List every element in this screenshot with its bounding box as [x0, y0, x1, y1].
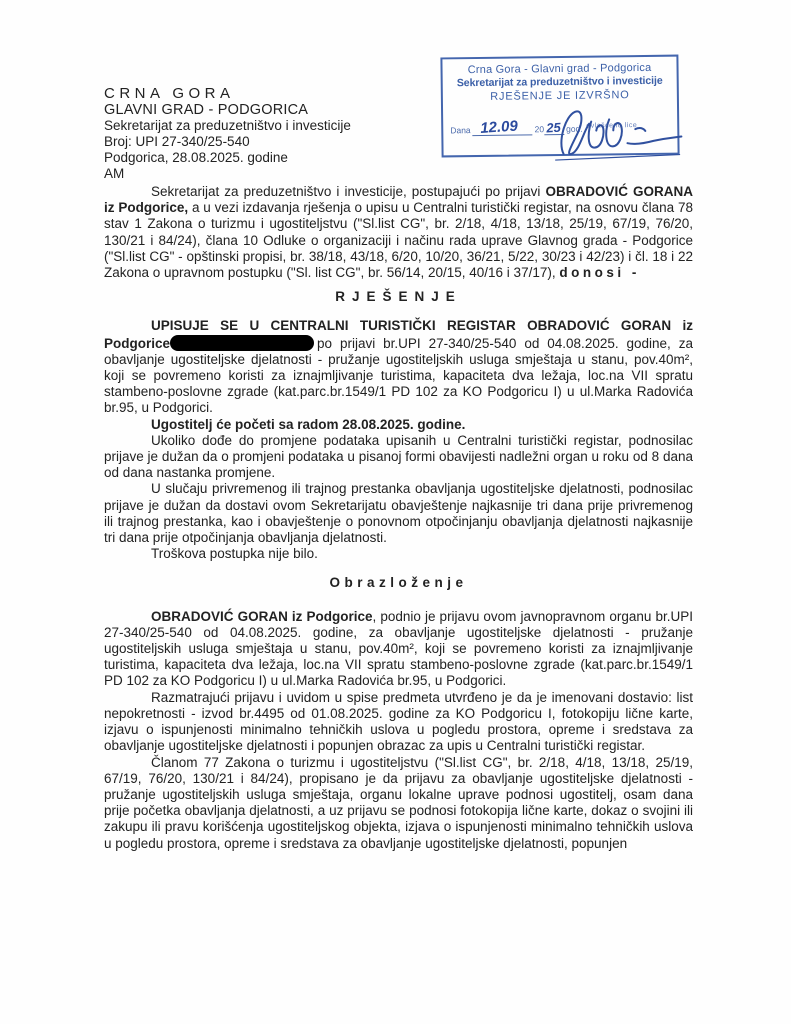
intro-paragraph	[104, 184, 693, 281]
rationale-paragraph-1	[104, 609, 693, 690]
start-date-line: Ugostitelj će početi sa radom 28.08.2025. godine.	[151, 416, 466, 432]
cease-obligation-paragraph: U slučaju privremenog ili trajnog prestanka obavljanja ugostiteljske djelatnosti, podnosilac prijave je dužan da dostavi ovom Sekretarijatu obavještenje najkasnije tri dana prije privremenog ili trajnog prestanka, kao i obavještenje o ponovnom otpočinjanju obavljanja djelatnosti najkasnije tri dana prije otpočinjanja obavljanja djelatnosti.	[104, 481, 693, 546]
letterhead-department: Sekretarijat za preduzetništvo i investicije	[104, 118, 351, 133]
rationale-paragraph-3: Članom 77 Zakona o turizmu i ugostiteljstvu ("Sl.list CG", br. 2/18, 4/18, 13/18, 25/19, 67/19, 76/20, 130/21 i 84/24), propisano je da prijavu za obavljanje ugostiteljske djelatnosti - pružanje ugostiteljskih usluga smještaja, organu lokalne uprave podnosi ugostitelj, osam dana prije početka obavljanja djelatnosti, a uz prijavu se podnosi fotokopija lične karte, dokaz o svojini ili zakupu ili pravu korišćenja ugostiteljskog objekta, izjava o ispunjenosti minimalno tehničkih uslova u pogledu prostora, opreme i sredstava za obavljanje ugostiteljske djelatnosti, popunjen	[104, 754, 693, 851]
stamp-line2: Sekretarijat za preduzetništvo i investicije	[456, 74, 663, 90]
stamp-date-handwritten: 12.09	[480, 117, 519, 137]
letterhead-case-number: Broj: UPI 27-340/25-540	[104, 134, 250, 149]
letterhead-country: CRNA GORA	[104, 85, 235, 102]
enactment-rest: po prijavi br.UPI 27-340/25-540 od 04.08.2025. godine, za obavljanje ugostiteljske djelatnosti - pružanje ugostiteljskih usluga smještaja u stanu, pov.40m², koji se povremeno koristi za iznajmljivanje turistima, kapaciteta dva ležaja, loc.na VII spratu stambeno-poslovne zgrade (kat.parc.br.1549/1 PD 102 za KO Podgoricu I) u ul.Marka Radovića br.95, u Podgorici.	[104, 335, 693, 416]
stamp-line1: Crna Gora - Glavni grad - Podgorica	[467, 61, 652, 77]
intro-donosi: donosi -	[559, 265, 640, 281]
rationale-paragraph-2: Razmatrajući prijavu i uvidom u spise predmeta utvrđeno je da je imenovani dostavio: list nepokretnosti - izvod br.4495 od 01.08.2025. godine za KO Podgoricu I, fotokopiju lične karte, izjavu o ispunjenosti minimalno tehničkih uslova u pogledu prostora, opreme i sredstava za obavljanje ugostiteljske djelatnosti i popunjen obrazac za upis u Centralni turistički registar.	[104, 689, 693, 754]
signature-icon	[549, 100, 690, 166]
intro-rest: a u vezi izdavanja rješenja o upisu u Centralni turistički registar, na osnovu člana 78 stav 1 Zakona o turizmu i ugostiteljstvu ("Sl.list CG", br. 2/18, 4/18, 13/18, 25/19, 67/19, 76/20, 130/21 i 84/24), člana 10 Odluke o organizaciji i načinu rada uprave Glavnog grada - Podgorice ("Sl.list CG" - opštinski propisi, br. 38/18, 43/18, 6/20, 10/20, 36/21, 5/22, 30/23 i 42/23) i čl. 18 i 22 Zakona o upravnom postupku ("Sl. list CG", br. 56/14, 20/15, 40/16 i 37/17),	[104, 200, 693, 281]
letterhead-city: GLAVNI GRAD - PODGORICA	[104, 102, 309, 118]
stamp-line3: RJEŠENJE JE IZVRŠNO	[490, 89, 630, 103]
stamp-date-line	[473, 117, 533, 137]
intro-lead: Sekretarijat za preduzetništvo i investicije, postupajući po prijavi	[151, 184, 546, 199]
executory-stamp	[440, 55, 679, 158]
letterhead-initials: AM	[104, 166, 125, 181]
rationale-applicant-name: OBRADOVIĆ GORAN iz Podgorice	[151, 608, 373, 624]
stamp-year-handwritten: 25	[545, 119, 561, 136]
stamp-signer-label: ovlašćeno lice	[586, 122, 638, 130]
rationale-heading: Obrazloženje	[329, 575, 468, 591]
intro-applicant-name: OBRADOVIĆ GORANA iz Podgorice,	[104, 184, 693, 216]
resolution-title: RJEŠENJE	[335, 289, 462, 305]
stamp-year-suffix: god.	[566, 123, 583, 134]
enactment-paragraph	[104, 318, 693, 416]
redaction-box	[170, 335, 314, 351]
letterhead-place-date: Podgorica, 28.08.2025. godine	[104, 150, 288, 165]
stamp-year-prefix: 20	[534, 124, 545, 135]
letterhead	[104, 86, 351, 182]
stamp-date-label: Dana	[450, 125, 471, 136]
enactment-lead: UPISUJE SE U CENTRALNI TURISTIČKI REGISTAR OBRADOVIĆ GORAN iz Podgorice	[104, 318, 693, 351]
rationale-p1-rest: , podnio je prijavu ovom javnopravnom organu br.UPI 27-340/25-540 od 04.08.2025. godine, za obavljanje ugostiteljske djelatnosti - pružanje ugostiteljskih usluga smještaja u stanu, pov.40m², koji se povremeno koristi za iznajmljivanje turistima, kapaciteta dva ležaja, loc.na VII spratu stambeno-poslovne zgrade (kat.parc.br.1549/1 PD 102 za KO Podgoricu I) u ul.Marka Radovića br.95, u Podgorici.	[104, 608, 694, 689]
costs-line: Troškova postupka nije bilo.	[151, 546, 318, 562]
change-obligation-paragraph: Ukoliko dođe do promjene podataka upisanih u Centralni turistički registar, podnosilac prijave je dužan da o promjeni podataka u pisanoj formi obavijesti nadležni organ u roku od 8 dana od dana nastanka promjene.	[104, 432, 693, 481]
document-body	[104, 184, 693, 852]
